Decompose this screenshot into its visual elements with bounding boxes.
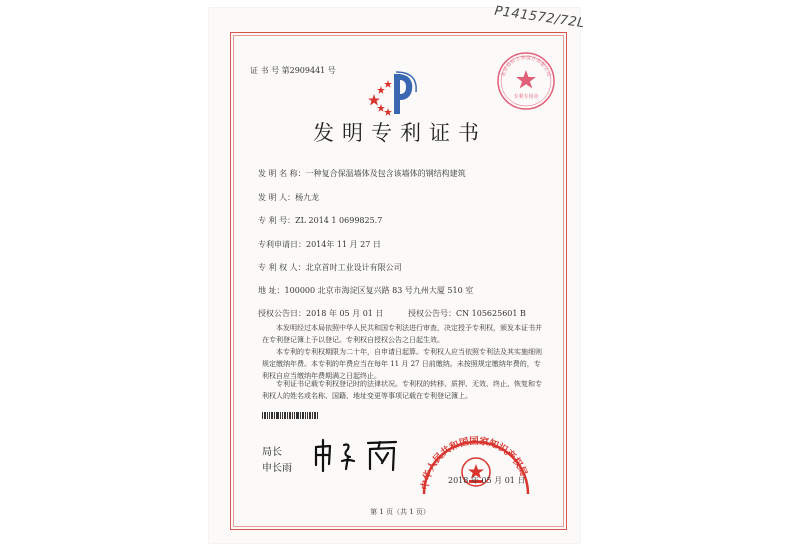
field-label: 地 址： xyxy=(258,286,285,295)
paragraph-grant: 本发明经过本局依照中华人民共和国专利法进行审查，决定授予专利权，颁发本证书并在专利登记簿上予以登记。专利权自授权公告之日起生效。 xyxy=(262,324,542,344)
field-announcement-date xyxy=(258,308,383,319)
field-value: 2018 年 05 月 01 日 xyxy=(306,309,384,318)
field-value: CN 105625601 B xyxy=(456,309,526,318)
field-label: 发 明 名 称： xyxy=(258,169,306,178)
field-patent-number xyxy=(258,215,382,226)
field-value: 北京首时工业设计有限公司 xyxy=(305,263,402,272)
paragraph-term: 本专利的专利权期限为二十年，自申请日起算。专利权人应当依照专利法及其实施细则规定缴纳年费。本专利的年费应当在每年 11 月 27 日前缴纳。未按照规定缴纳年费的，专利权自应当缴纳年费期满之日起终止。 xyxy=(262,348,542,380)
field-value: 杨九龙 xyxy=(295,193,320,202)
company-stamp xyxy=(495,50,557,116)
svg-text:专利专用章: 专利专用章 xyxy=(513,94,539,100)
field-application-date xyxy=(258,239,381,250)
field-label: 专 利 号： xyxy=(258,216,296,225)
page-number: 第 1 页（共 1 页） xyxy=(370,508,430,516)
handwritten-signature xyxy=(312,437,402,477)
seal-date: 2018 年 05 月 01 日 xyxy=(448,476,526,485)
field-value: ZL 2014 1 0699825.7 xyxy=(295,216,383,225)
field-value: 2014年 11 月 27 日 xyxy=(306,240,381,249)
barcode xyxy=(262,404,318,411)
certificate-title: 发明专利证书 xyxy=(313,121,487,145)
field-announcement-number xyxy=(408,308,526,319)
seal-text: 中华人民共和国国家知识产权局 xyxy=(420,435,530,491)
field-address xyxy=(258,285,473,296)
field-label: 发 明 人： xyxy=(258,193,296,202)
field-label: 授权公告日： xyxy=(258,309,306,318)
field-label: 专 利 权 人： xyxy=(258,263,306,272)
paragraph-register: 专利证书记载专利权登记时的法律状况。专利权的转移、质押、无效、终止、恢复和专利权人的姓名或名称、国籍、地址变更等事项记载在专利登记簿上。 xyxy=(262,380,542,400)
official-seal xyxy=(420,418,532,502)
field-patentee xyxy=(258,262,402,273)
field-invention-name xyxy=(258,168,466,179)
certificate-number: 证 书 号 第2909441 号 xyxy=(250,66,336,75)
director-title: 局长 xyxy=(262,447,282,458)
field-value: 一种复合保温墙体及包含该墙体的钢结构建筑 xyxy=(305,169,466,178)
field-inventor xyxy=(258,192,319,203)
field-value: 100000 北京市海淀区复兴路 83 号九州大厦 510 室 xyxy=(284,286,474,295)
handwritten-note: P141572/72L xyxy=(493,3,586,32)
patent-office-emblem xyxy=(366,70,420,120)
director-name: 申长雨 xyxy=(262,463,292,474)
field-label: 授权公告号： xyxy=(408,309,456,318)
svg-text:北京首时工业设计有限公司: 北京首时工业设计有限公司 xyxy=(500,54,552,78)
field-label: 专利申请日： xyxy=(258,240,306,249)
